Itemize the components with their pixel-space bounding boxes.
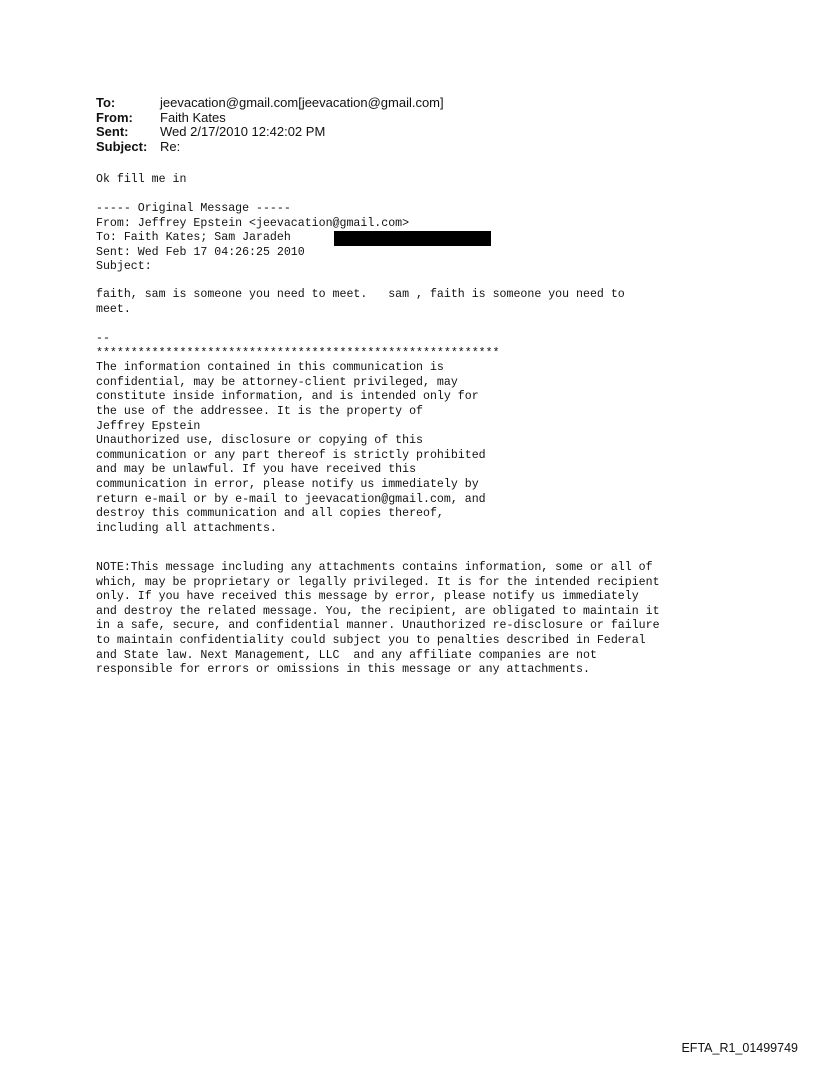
sent-value: Wed 2/17/2010 12:42:02 PM [160, 124, 326, 140]
sent-row [96, 125, 444, 140]
document-id: EFTA_R1_01499749 [681, 1041, 798, 1055]
from-label: From: [96, 109, 133, 125]
to-label: To: [96, 95, 116, 110]
message-body: faith, sam is someone you need to meet. sam , faith is someone you need to meet. [96, 288, 625, 316]
redaction-block [334, 231, 491, 246]
confidentiality-note: NOTE:This message including any attachments contains information, some or all of which, may be proprietary or legally privileged. It is for the intended recipient only. If you have received this message by error, please notify us immediately and destroy the related message. You, the recipient, are obligated to maintain it in a safe, secure, and confidential manner. Unauthorized re-disclosure or failure to maintain confidentiality could subject you to penalties described in Federal and State law. Next Management, LLC and any affiliate companies are not responsible for errors or omissions in this message or any attachments. [96, 561, 660, 677]
original-sent: Sent: Wed Feb 17 04:26:25 2010 [96, 245, 305, 259]
from-value: Faith Kates [160, 109, 226, 125]
sent-label: Sent: [96, 124, 129, 140]
subject-label: Subject: [96, 138, 148, 154]
from-row [96, 111, 444, 126]
original-to: To: Faith Kates; Sam Jaradeh [96, 231, 291, 245]
reply-text: Ok fill me in [96, 173, 187, 186]
original-separator: ----- Original Message ----- [96, 202, 291, 215]
original-from: From: Jeffrey Epstein <jeevacation@gmail.com> [96, 216, 410, 230]
email-header [96, 96, 444, 154]
to-value: jeevacation@gmail.com[jeevacation@gmail.com] [160, 95, 444, 110]
to-row [96, 96, 444, 111]
original-subject: Subject: [96, 260, 152, 274]
signature-disclaimer: -- ********************************************************** The information contained in this communication is confidential, may be attorney-client privileged, may constitute inside information, and is intended only for the use of the addressee. It is the property of Jeffrey Epstein Unauthorized use, disclosure or copying of this communication or any part thereof is strictly prohibited and may be unlawful. If you have received this communication in error, please notify us immediately by return e-mail or by e-mail to jeevacation@gmail.com, and destroy this communication and all copies thereof, including all attachments. [96, 332, 500, 535]
subject-row [96, 140, 444, 155]
subject-value: Re: [160, 138, 181, 154]
